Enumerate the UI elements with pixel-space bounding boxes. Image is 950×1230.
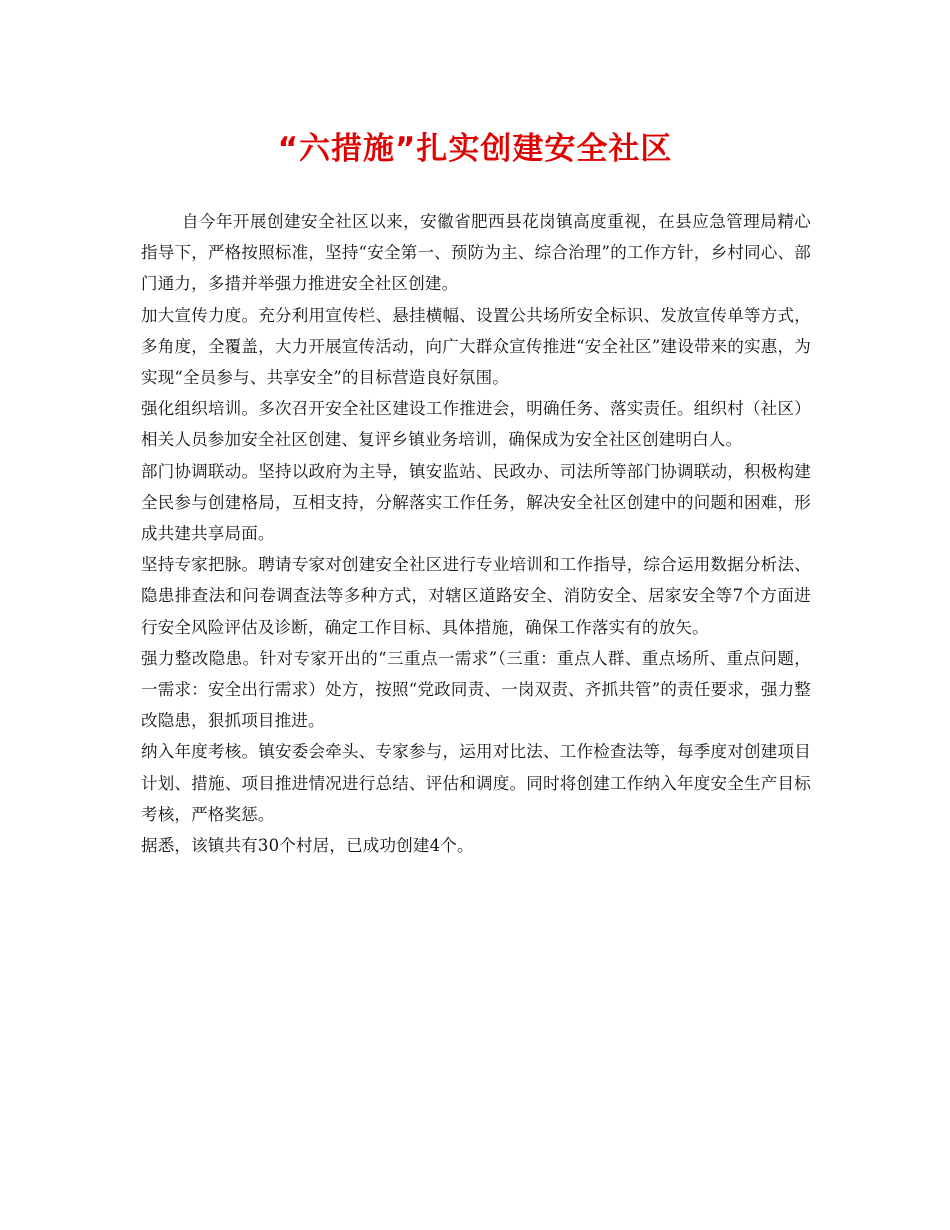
measure-paragraph-coordination: 部门协调联动。坚持以政府为主导，镇安监站、民政办、司法所等部门协调联动，积极构建全民参与创建格局，互相支持，分解落实工作任务，解决安全社区创建中的问题和困难，形成共建共享局面。 bbox=[141, 461, 811, 544]
closing-paragraph: 据悉，该镇共有30个村居，已成功创建4个。 bbox=[141, 836, 474, 856]
measure-paragraph-training: 强化组织培训。多次召开安全社区建设工作推进会，明确任务、落实责任。组织村（社区）相关人员参加安全社区创建、复评乡镇业务培训，确保成为安全社区创建明白人。 bbox=[141, 399, 811, 450]
document-body bbox=[141, 206, 811, 861]
measure-paragraph-publicity: 加大宣传力度。充分利用宣传栏、悬挂横幅、设置公共场所安全标识、发放宣传单等方式，多角度，全覆盖，大力开展宣传活动，向广大群众宣传推进“安全社区”建设带来的实惠，为实现“全员参与、共享安全”的目标营造良好氛围。 bbox=[141, 305, 811, 388]
document-title: “六措施”扎实创建安全社区 bbox=[277, 131, 673, 167]
intro-paragraph: 自今年开展创建安全社区以来，安徽省肥西县花岗镇高度重视，在县应急管理局精心指导下，严格按照标准，坚持“安全第一、预防为主、综合治理”的工作方针，乡村同心、部门通力，多措并举强力推进安全社区创建。 bbox=[141, 212, 811, 294]
measure-paragraph-rectification: 强力整改隐患。针对专家开出的“三重点一需求”（三重：重点人群、重点场所、重点问题，一需求：安全出行需求）处方，按照“党政同责、一岗双责、齐抓共管”的责任要求，强力整改隐患，狠抓项目推进。 bbox=[141, 648, 811, 731]
measure-paragraph-experts: 坚持专家把脉。聘请专家对创建安全社区进行专业培训和工作指导，综合运用数据分析法、隐患排查法和问卷调查法等多种方式，对辖区道路安全、消防安全、居家安全等7个方面进行安全风险评估及诊断，确定工作目标、具体措施，确保工作落实有的放矢。 bbox=[141, 555, 811, 637]
measure-paragraph-assessment: 纳入年度考核。镇安委会牵头、专家参与，运用对比法、工作检查法等，每季度对创建项目计划、措施、项目推进情况进行总结、评估和调度。同时将创建工作纳入年度安全生产目标考核，严格奖惩。 bbox=[141, 742, 811, 824]
